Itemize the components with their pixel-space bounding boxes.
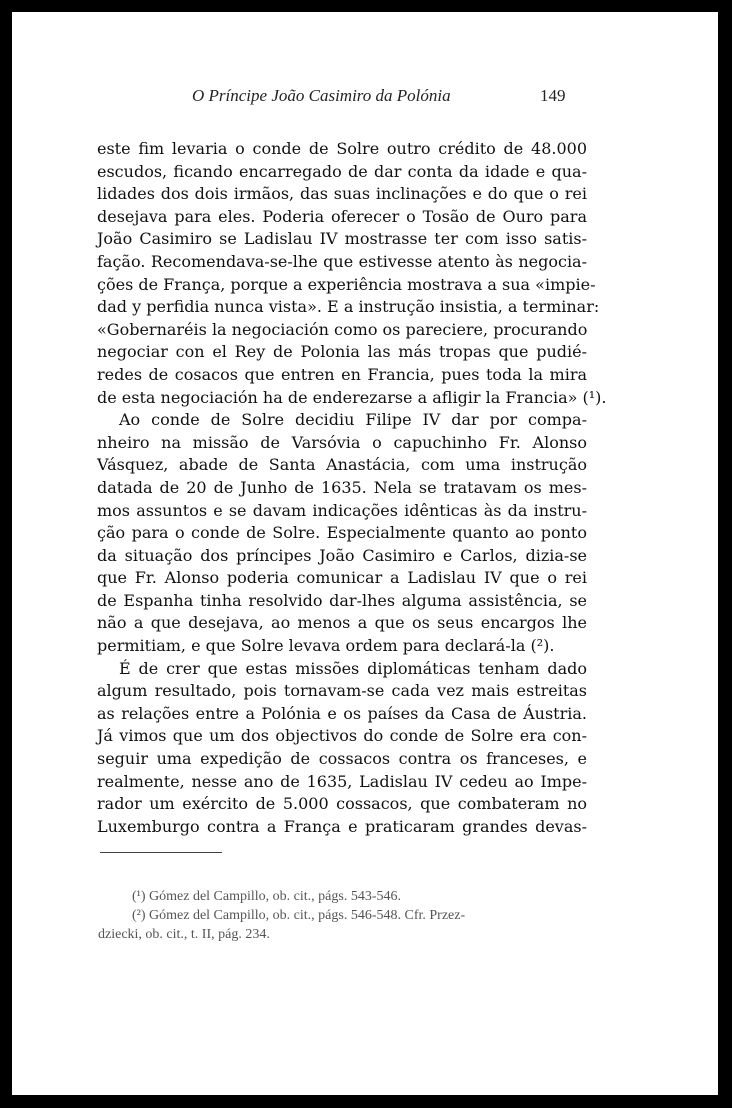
body-line: «Gobernaréis la negociación como os pareciere, procurando — [97, 319, 588, 339]
footnote-2-continuation: dziecki, ob. cit., t. II, pág. 234. — [98, 927, 270, 942]
running-title: O Príncipe João Casimiro da Polónia — [192, 86, 451, 105]
body-line: João Casimiro se Ladislau IV mostrasse ter com isso satis- — [97, 229, 587, 249]
footnote-1: (¹) Gómez del Campillo, ob. cit., págs. 543-546. — [132, 889, 401, 904]
body-text — [97, 138, 607, 838]
body-line: redes de cosacos que entren en Francia, pues toda la mira — [97, 364, 587, 384]
body-line: Luxemburgo contra a França e praticaram grandes devas- — [97, 816, 587, 836]
body-line: da situação dos príncipes João Casimiro e Carlos, dizia-se — [97, 545, 587, 565]
footnote-2: (²) Gómez del Campillo, ob. cit., págs. 546-548. Cfr. Przez- — [132, 908, 466, 923]
body-line: algum resultado, pois tornavam-se cada vez mais estreitas — [97, 681, 587, 701]
body-line: as relações entre a Polónia e os países da Casa de Áustria. — [97, 703, 587, 723]
page-number: 149 — [540, 86, 566, 105]
body-line: nheiro na missão de Varsóvia o capuchinho Fr. Alonso — [97, 432, 587, 452]
body-line: desejava para eles. Poderia oferecer o Tosão de Ouro para — [97, 206, 587, 226]
body-line: este fim levaria o conde de Solre outro crédito de 48.000 — [97, 139, 587, 158]
footnotes — [98, 887, 586, 944]
running-header — [12, 86, 718, 110]
body-line: ção para o conde de Solre. Especialmente quanto ao ponto — [97, 523, 587, 543]
body-line: ções de França, porque a experiência mostrava a sua «impie- — [97, 274, 596, 294]
body-line: de esta negociación ha de enderezarse a afligir la Francia» (¹). — [97, 387, 607, 407]
body-line: que Fr. Alonso poderia comunicar a Ladislau IV que o rei — [97, 568, 587, 588]
body-line: negociar con el Rey de Polonia las más tropas que pudié- — [97, 342, 587, 362]
body-line: dad y perfidia nunca vista». E a instrução insistia, a terminar: — [97, 297, 600, 317]
body-line: mos assuntos e se davam indicações idênticas às da instru- — [97, 500, 587, 520]
body-line: realmente, nesse ano de 1635, Ladislau IV cedeu ao Impe- — [97, 771, 587, 791]
body-line: Já vimos que um dos objectivos do conde de Solre era con- — [97, 726, 587, 746]
body-line: rador um exército de 5.000 cossacos, que combateram no — [97, 794, 587, 814]
body-line: lidades dos dois irmãos, das suas inclinações e do que o rei — [97, 184, 587, 204]
body-line: permitiam, e que Solre levava ordem para declará-la (²). — [97, 636, 555, 656]
footnote-divider — [100, 852, 222, 853]
body-line: fação. Recomendava-se-lhe que estivesse atento às negocia- — [97, 251, 587, 271]
book-page — [12, 12, 718, 1095]
body-line: seguir uma expedição de cossacos contra os franceses, e — [97, 749, 587, 769]
body-line: de Espanha tinha resolvido dar-lhes alguma assistência, se — [97, 590, 587, 610]
body-line: não a que desejava, ao menos a que os seus encargos lhe — [97, 613, 587, 633]
body-line: datada de 20 de Junho de 1635. Nela se tratavam os mes- — [97, 477, 587, 497]
body-line: É de crer que estas missões diplomáticas tenham dado — [119, 658, 587, 678]
body-line: escudos, ficando encarregado de dar conta da idade e qua- — [97, 161, 587, 181]
body-line: Vásquez, abade de Santa Anastácia, com uma instrução — [97, 455, 587, 475]
body-line: Ao conde de Solre decidiu Filipe IV dar por compa- — [119, 410, 587, 430]
